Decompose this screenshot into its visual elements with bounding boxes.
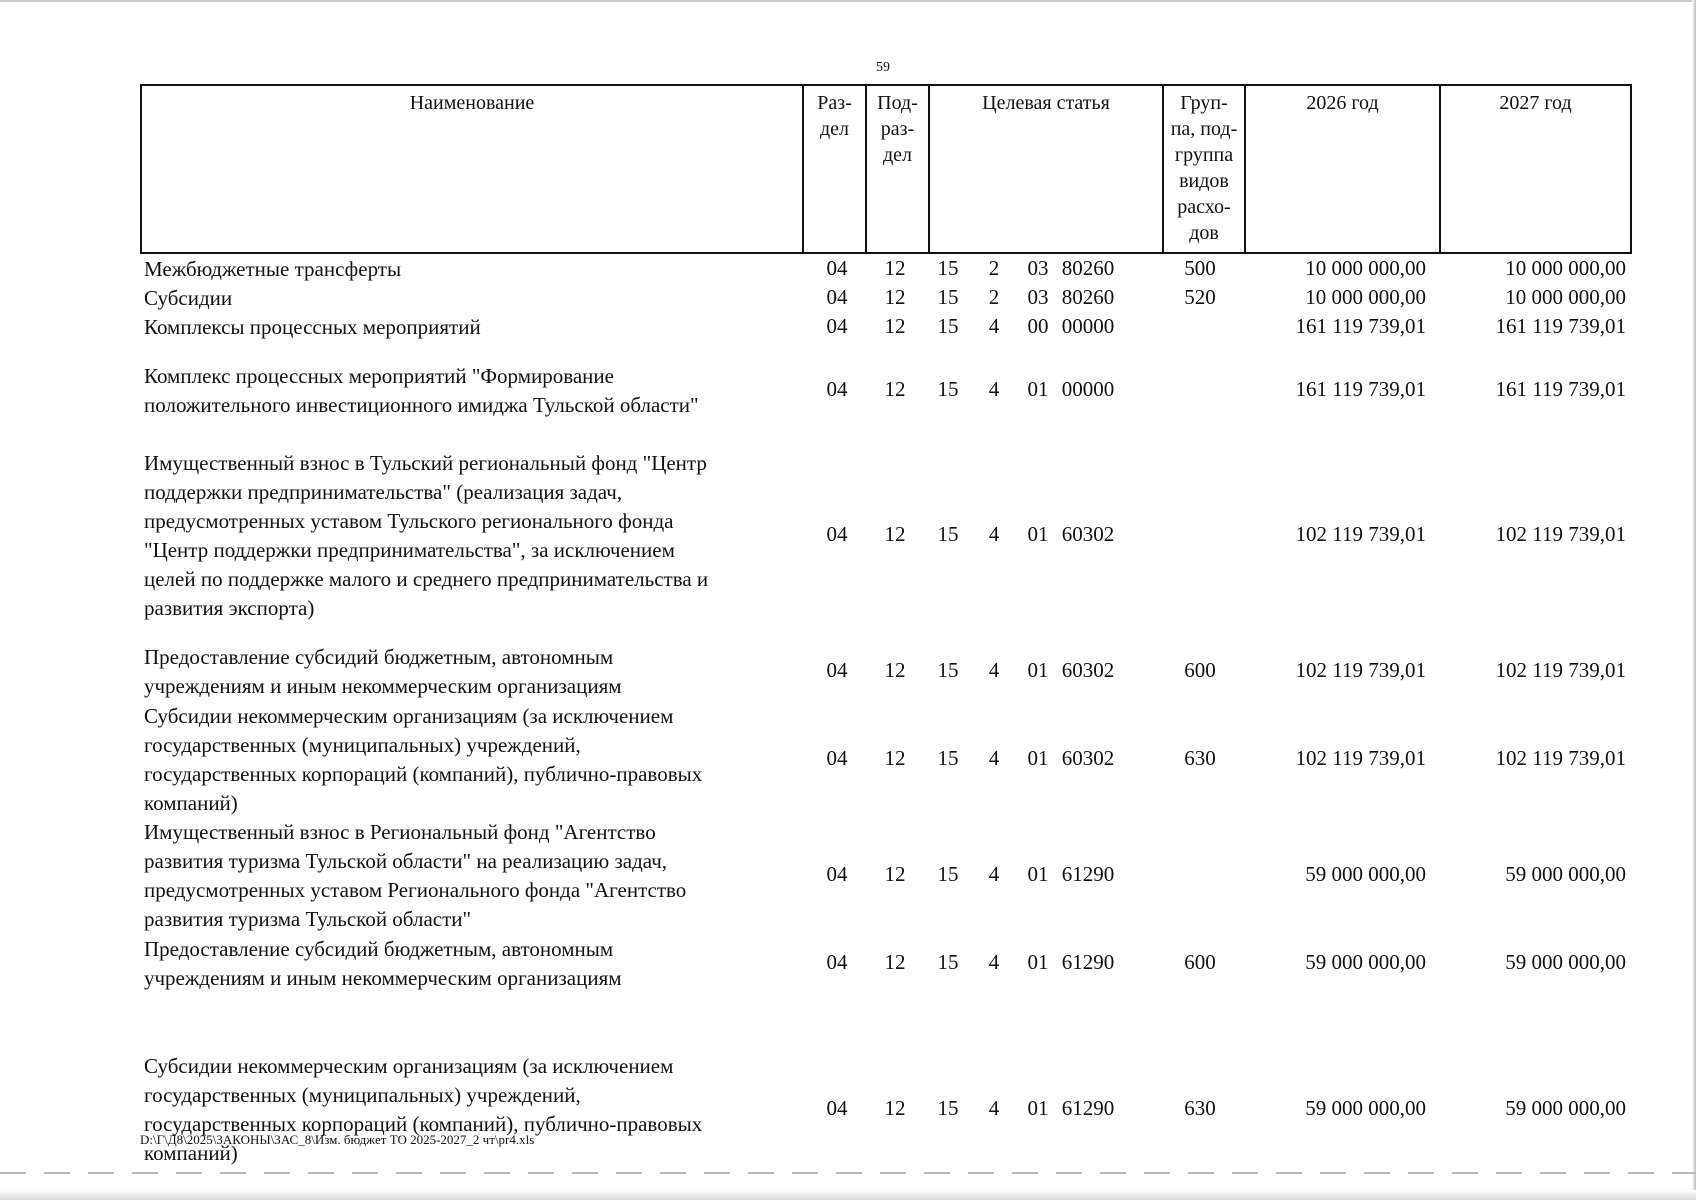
- cell-element: 01: [1027, 522, 1049, 546]
- scan-dash-line: [0, 1172, 1696, 1174]
- cell-subprogram: 2: [988, 256, 1000, 280]
- cell-amount-2026: 102 119 739,01: [1295, 522, 1426, 546]
- cell-amount-2026: 59 000 000,00: [1305, 950, 1426, 974]
- cell-name-line: развития туризма Тульской области" на реализацию задач,: [144, 849, 668, 873]
- cell-podrazdel: 12: [884, 862, 906, 886]
- cell-element: 00: [1027, 314, 1049, 338]
- cell-name: [144, 449, 784, 623]
- cell-razdel: 04: [826, 658, 848, 682]
- cell-razdel: 04: [826, 256, 848, 280]
- cell-subprogram: 4: [988, 950, 1000, 974]
- cell-podrazdel: 12: [884, 285, 906, 309]
- cell-subprogram: 4: [988, 377, 1000, 401]
- header-name: [142, 86, 802, 252]
- cell-direction: 61290: [1061, 862, 1115, 886]
- cell-name-line: Межбюджетные трансферты: [144, 257, 402, 281]
- table-row: [140, 284, 1632, 313]
- cell-name: [144, 313, 784, 342]
- cell-name-line: государственных (муниципальных) учреждений,: [144, 733, 581, 757]
- cell-subprogram: 4: [988, 658, 1000, 682]
- cell-name-line: Субсидии некоммерческим организациям (за исключением: [144, 1054, 674, 1078]
- cell-name-line: Предоставление субсидий бюджетным, автономным: [144, 937, 614, 961]
- cell-direction: 61290: [1061, 950, 1115, 974]
- cell-program: 15: [937, 256, 959, 280]
- cell-expense-group: 500: [1184, 256, 1216, 280]
- cell-name: [144, 362, 784, 420]
- cell-amount-2026: 10 000 000,00: [1305, 256, 1426, 280]
- cell-program: 15: [937, 746, 959, 770]
- header-2027: [1439, 86, 1630, 252]
- cell-name-line: государственных (муниципальных) учреждений,: [144, 1083, 581, 1107]
- cell-direction: 60302: [1061, 658, 1115, 682]
- table-header: [140, 84, 1632, 254]
- header-gruppa-line: па, под-: [1170, 118, 1238, 140]
- file-path-footer: D:\Г\Д8\2025\ЗАКОНЫ\ЗАС_8\Изм. бюджет ТО 2025-2027_2 чт\pr4.xls: [140, 1132, 535, 1147]
- scan-edge-right: [1692, 0, 1696, 1200]
- cell-name-line: компаний): [144, 1141, 238, 1165]
- header-gruppa-line: видов: [1179, 170, 1229, 192]
- cell-element: 01: [1027, 658, 1049, 682]
- cell-program: 15: [937, 862, 959, 886]
- header-podrazdel-line: раз-: [880, 118, 915, 140]
- page-number: 59: [876, 60, 890, 75]
- cell-name-line: Имущественный взнос в Региональный фонд "Агентство: [144, 820, 656, 844]
- cell-direction: 60302: [1061, 522, 1115, 546]
- cell-name-line: предусмотренных уставом Тульского регионального фонда: [144, 509, 674, 533]
- table-row: [140, 449, 1632, 623]
- cell-razdel: 04: [826, 377, 848, 401]
- cell-subprogram: 4: [988, 1096, 1000, 1120]
- header-gruppa-line: расхо-: [1177, 196, 1231, 218]
- cell-amount-2027: 102 119 739,01: [1495, 746, 1626, 770]
- cell-amount-2026: 161 119 739,01: [1295, 314, 1426, 338]
- table-row: [140, 935, 1632, 993]
- cell-razdel: 04: [826, 285, 848, 309]
- table-row: [140, 313, 1632, 342]
- cell-amount-2027: 10 000 000,00: [1505, 256, 1626, 280]
- cell-direction: 60302: [1061, 746, 1115, 770]
- cell-amount-2027: 59 000 000,00: [1505, 1096, 1626, 1120]
- cell-name-line: развития туризма Тульской области": [144, 907, 472, 931]
- table-row: [140, 643, 1632, 701]
- cell-amount-2026: 161 119 739,01: [1295, 377, 1426, 401]
- cell-amount-2027: 161 119 739,01: [1495, 377, 1626, 401]
- cell-direction: 61290: [1061, 1096, 1115, 1120]
- header-tselevaya: [928, 86, 1162, 252]
- cell-razdel: 04: [826, 862, 848, 886]
- cell-name: [144, 255, 784, 284]
- cell-element: 01: [1027, 746, 1049, 770]
- header-podrazdel-line: Под-: [877, 92, 918, 114]
- header-name-label: Наименование: [409, 92, 535, 114]
- cell-name-line: учреждениям и иным некоммерческим организациям: [144, 966, 622, 990]
- cell-razdel: 04: [826, 1096, 848, 1120]
- cell-name: [144, 1052, 784, 1168]
- cell-amount-2027: 59 000 000,00: [1505, 950, 1626, 974]
- cell-name: [144, 284, 784, 313]
- cell-direction: 00000: [1061, 377, 1115, 401]
- cell-podrazdel: 12: [884, 522, 906, 546]
- cell-name-line: государственных корпораций (компаний), публично-правовых: [144, 762, 703, 786]
- cell-name-line: "Центр поддержки предпринимательства", за исключением: [144, 538, 675, 562]
- cell-podrazdel: 12: [884, 658, 906, 682]
- header-gruppa-line: Груп-: [1180, 92, 1228, 114]
- cell-name: [144, 935, 784, 993]
- cell-podrazdel: 12: [884, 314, 906, 338]
- cell-name-line: поддержки предпринимательства" (реализация задач,: [144, 480, 623, 504]
- cell-name-line: государственных корпораций (компаний), публично-правовых: [144, 1112, 703, 1136]
- cell-program: 15: [937, 285, 959, 309]
- cell-amount-2027: 102 119 739,01: [1495, 522, 1626, 546]
- header-tselevaya-label: Целевая статья: [982, 92, 1110, 114]
- cell-razdel: 04: [826, 522, 848, 546]
- cell-razdel: 04: [826, 746, 848, 770]
- cell-name-line: Субсидии: [144, 286, 233, 310]
- cell-amount-2027: 161 119 739,01: [1495, 314, 1626, 338]
- header-gruppa-line: дов: [1189, 222, 1219, 244]
- cell-subprogram: 2: [988, 285, 1000, 309]
- header-2026-label: 2026 год: [1306, 92, 1379, 114]
- cell-name-line: предусмотренных уставом Регионального фонда "Агентство: [144, 878, 687, 902]
- cell-program: 15: [937, 314, 959, 338]
- header-2026: [1244, 86, 1439, 252]
- cell-expense-group: 600: [1184, 950, 1216, 974]
- scan-edge-bottom: [0, 1190, 1696, 1200]
- table-row: [140, 255, 1632, 284]
- cell-podrazdel: 12: [884, 256, 906, 280]
- cell-program: 15: [937, 522, 959, 546]
- cell-name: [144, 702, 784, 818]
- cell-element: 01: [1027, 950, 1049, 974]
- cell-name: [144, 643, 784, 701]
- cell-expense-group: 520: [1184, 285, 1216, 309]
- cell-element: 01: [1027, 862, 1049, 886]
- cell-element: 03: [1027, 256, 1049, 280]
- header-razdel-line: Раз-: [817, 92, 852, 114]
- cell-name-line: положительного инвестиционного имиджа Тульской области": [144, 393, 699, 417]
- cell-direction: 00000: [1061, 314, 1115, 338]
- cell-program: 15: [937, 658, 959, 682]
- cell-program: 15: [937, 950, 959, 974]
- cell-name-line: Предоставление субсидий бюджетным, автономным: [144, 645, 614, 669]
- cell-name-line: целей по поддержке малого и среднего предпринимательства и: [144, 567, 709, 591]
- header-gruppa-line: группа: [1174, 144, 1234, 166]
- cell-amount-2026: 102 119 739,01: [1295, 658, 1426, 682]
- cell-amount-2026: 10 000 000,00: [1305, 285, 1426, 309]
- scan-edge-top: [0, 0, 1696, 2]
- cell-element: 03: [1027, 285, 1049, 309]
- cell-program: 15: [937, 377, 959, 401]
- cell-amount-2026: 59 000 000,00: [1305, 1096, 1426, 1120]
- cell-name-line: Комплекс процессных мероприятий "Формирование: [144, 364, 614, 388]
- header-razdel-line: дел: [819, 118, 850, 140]
- header-razdel: [802, 86, 865, 252]
- header-gruppa: [1162, 86, 1244, 252]
- table-row: [140, 1052, 1632, 1168]
- cell-expense-group: 630: [1184, 746, 1216, 770]
- cell-amount-2027: 10 000 000,00: [1505, 285, 1626, 309]
- table-row: [140, 818, 1632, 934]
- cell-name-line: Комплексы процессных мероприятий: [144, 315, 481, 339]
- cell-element: 01: [1027, 377, 1049, 401]
- cell-expense-group: 600: [1184, 658, 1216, 682]
- cell-element: 01: [1027, 1096, 1049, 1120]
- header-podrazdel: [865, 86, 928, 252]
- header-podrazdel-line: дел: [882, 144, 913, 166]
- cell-podrazdel: 12: [884, 950, 906, 974]
- cell-direction: 80260: [1061, 285, 1115, 309]
- cell-razdel: 04: [826, 314, 848, 338]
- cell-subprogram: 4: [988, 862, 1000, 886]
- cell-podrazdel: 12: [884, 746, 906, 770]
- cell-razdel: 04: [826, 950, 848, 974]
- table-row: [140, 702, 1632, 818]
- cell-name: [144, 818, 784, 934]
- cell-amount-2026: 102 119 739,01: [1295, 746, 1426, 770]
- cell-name-line: Субсидии некоммерческим организациям (за исключением: [144, 704, 674, 728]
- cell-name-line: учреждениям и иным некоммерческим организациям: [144, 674, 622, 698]
- cell-expense-group: 630: [1184, 1096, 1216, 1120]
- header-2027-label: 2027 год: [1499, 92, 1572, 114]
- cell-subprogram: 4: [988, 746, 1000, 770]
- cell-amount-2026: 59 000 000,00: [1305, 862, 1426, 886]
- cell-subprogram: 4: [988, 314, 1000, 338]
- cell-amount-2027: 59 000 000,00: [1505, 862, 1626, 886]
- cell-name-line: развития экспорта): [144, 596, 315, 620]
- cell-name-line: Имущественный взнос в Тульский региональный фонд "Центр: [144, 451, 707, 475]
- cell-subprogram: 4: [988, 522, 1000, 546]
- cell-program: 15: [937, 1096, 959, 1120]
- cell-podrazdel: 12: [884, 377, 906, 401]
- cell-name-line: компаний): [144, 791, 238, 815]
- cell-direction: 80260: [1061, 256, 1115, 280]
- table-row: [140, 362, 1632, 420]
- cell-amount-2027: 102 119 739,01: [1495, 658, 1626, 682]
- cell-podrazdel: 12: [884, 1096, 906, 1120]
